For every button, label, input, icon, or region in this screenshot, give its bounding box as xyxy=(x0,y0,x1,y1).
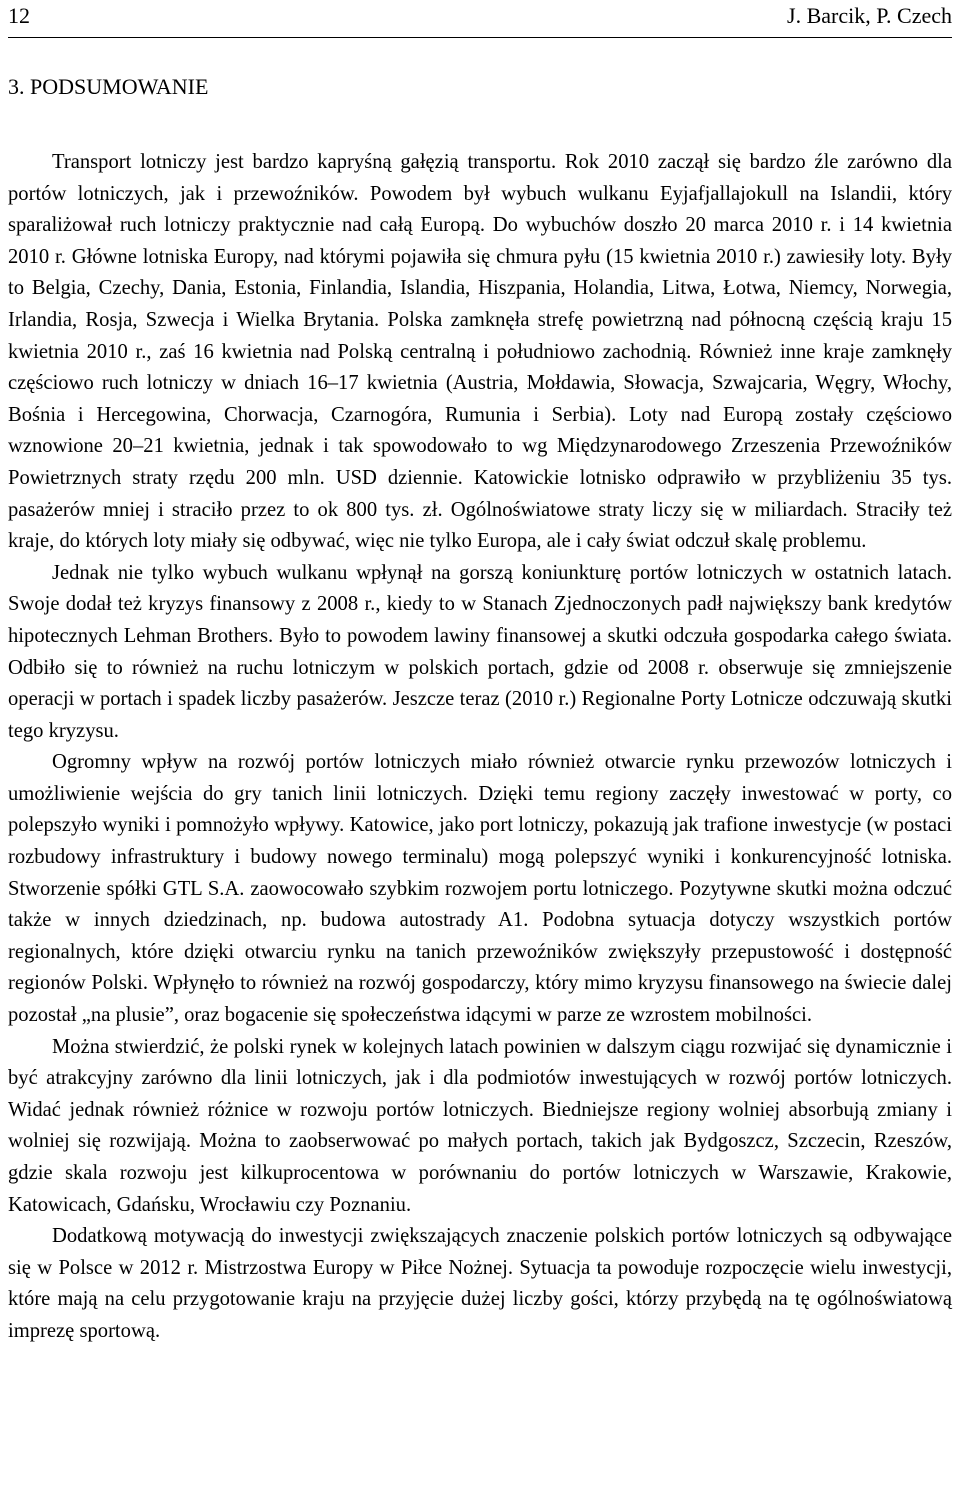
paragraph: Transport lotniczy jest bardzo kapryśną gałęzią transportu. Rok 2010 zaczął się bardzo źle zarówno dla portów lotniczych, jak i przewoźników. Powodem był wybuch wulkanu Eyjafjallajokull na Islandii, który sparaliżował ruch lotniczy praktycznie nad całą Europą. Do wybuchów doszło 20 marca 2010 r. i 14 kwietnia 2010 r. Główne lotniska Europy, nad którymi pojawiła się chmura pyłu (15 kwietnia 2010 r.) zawiesiły loty. Były to Belgia, Czechy, Dania, Estonia, Finlandia, Islandia, Hiszpania, Holandia, Litwa, Łotwa, Niemcy, Norwegia, Irlandia, Rosja, Szwecja i Wielka Brytania. Polska zamknęła strefę powietrzną nad północną częścią kraju 15 kwietnia 2010 r., zaś 16 kwietnia nad Polską centralną i południowo zachodnią. Również inne kraje zamknęły częściowo ruch lotniczy w dniach 16–17 kwietnia (Austria, Mołdawia, Słowacja, Szwajcaria, Węgry, Włochy, Bośnia i Hercegowina, Chorwacja, Czarnogóra, Rumunia i Serbia). Loty nad Europą zostały częściowo wznowione 20–21 kwietnia, jednak i tak spowodowało to wg Międzynarodowego Zrzeszenia Przewoźników Powietrznych straty rzędu 200 mln. USD dziennie. Katowickie lotnisko odprawiło w przybliżeniu 35 tys. pasażerów mniej i straciło przez to ok 800 tys. zł. Ogólnoświatowe straty liczy się w miliardach. Straciły też kraje, do których loty miały się odbywać, więc nie tylko Europa, ale i cały świat odczuł skalę problemu. xyxy=(8,151,952,553)
paragraph: Ogromny wpływ na rozwój portów lotniczych miało również otwarcie rynku przewozów lotniczych i umożliwienie wejścia do gry tanich linii lotniczych. Dzięki temu regiony zaczęły inwestować w porty, co polepszyło wyniki i pomnożyło wpływy. Katowice, jako port lotniczy, pokazują jak trafione inwestycje (w postaci rozbudowy infrastruktury i budowy nowego terminalu) mogą polepszyć wyniki i konkurencyjność lotniska. Stworzenie spółki GTL S.A. zaowocowało szybkim rozwojem portu lotniczego. Pozytywne skutki można odczuć także w innych dziedzinach, np. budowa autostrady A1. Podobna sytuacja dotyczy wszystkich portów regionalnych, które dzięki otwarciu rynku na tanich przewoźników zwiększyły przepustowość i dostępność regionów Polski. Wpłynęło to również na rozwój gospodarczy, który mimo kryzysu finansowego na świecie dalej pozostał „na plusie”, oraz bogacenie się społeczeństwa idącymi w parze ze wzrostem mobilności. xyxy=(8,751,952,1027)
paragraph: Dodatkową motywacją do inwestycji zwiększających znaczenie polskich portów lotniczych są odbywające się w Polsce w 2012 r. Mistrzostwa Europy w Piłce Nożnej. Sytuacja ta powoduje rozpoczęcie wielu inwestycji, które mają na celu przygotowanie kraju na przyjęcie dużej liczby gości, którzy przybędą na tę ogólnoświatową imprezę sportową. xyxy=(8,1225,952,1342)
running-head-authors: J. Barcik, P. Czech xyxy=(787,3,952,28)
paragraph: Można stwierdzić, że polski rynek w kolejnych latach powinien w dalszym ciągu rozwijać się dynamicznie i być atrakcyjny zarówno dla linii lotniczych, jak i dla podmiotów inwestujących w rozwój portów lotniczych. Widać jednak również różnice w rozwoju portów lotniczych. Biedniejsze regiony wolniej absorbują zmiany i wolniej się rozwijają. Można to zaobserwować po małych portach, takich jak Bydgoszcz, Szczecin, Rzeszów, gdzie skala rozwoju jest kilkuprocentowa w porównaniu do portów lotniczych w Warszawie, Krakowie, Katowicach, Gdańsku, Wrocławiu czy Poznaniu. xyxy=(8,1035,952,1216)
page-number: 12 xyxy=(8,3,30,28)
section-title: 3. PODSUMOWANIE xyxy=(8,74,209,99)
section-body xyxy=(8,147,952,1348)
document-page xyxy=(8,0,952,1348)
running-header xyxy=(8,0,952,38)
paragraph: Jednak nie tylko wybuch wulkanu wpłynął na gorszą koniunkturę portów lotniczych w ostatnich latach. Swoje dodał też kryzys finansowy z 2008 r., kiedy to w Stanach Zjednoczonych padł największy bank kredytów hipotecznych Lehman Brothers. Było to powodem lawiny finansowej a skutki odczuła gospodarka całego świata. Odbiło się to również na ruchu lotniczym w polskich portach, gdzie od 2008 r. obserwuje się zmniejszenie operacji w portach i spadek liczby pasażerów. Jeszcze teraz (2010 r.) Regionalne Porty Lotnicze odczuwają skutki tego kryzysu. xyxy=(8,561,952,742)
